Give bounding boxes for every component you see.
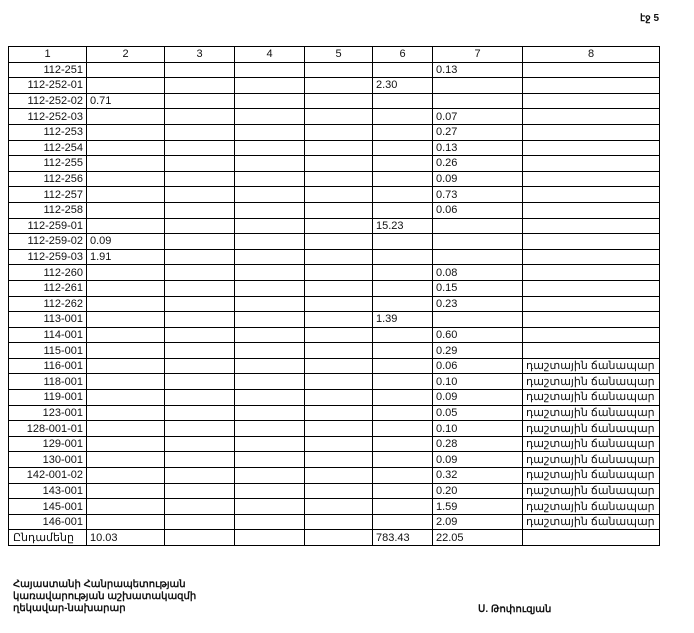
value-cell xyxy=(373,234,433,250)
table-row xyxy=(9,265,660,281)
value-cell xyxy=(165,436,235,452)
table-row xyxy=(9,249,660,265)
value-cell xyxy=(373,405,433,421)
parcel-code-cell: 112-252-01 xyxy=(9,78,87,94)
parcel-code-cell: 112-260 xyxy=(9,265,87,281)
parcel-code-cell: 112-257 xyxy=(9,187,87,203)
value-cell xyxy=(165,265,235,281)
value-cell: 0.27 xyxy=(433,124,523,140)
page-number: էջ 5 xyxy=(640,13,660,24)
table-row xyxy=(9,93,660,109)
note-cell xyxy=(523,124,660,140)
value-cell xyxy=(373,514,433,530)
value-cell xyxy=(373,358,433,374)
value-cell: 0.08 xyxy=(433,265,523,281)
value-cell xyxy=(305,156,373,172)
value-cell xyxy=(87,374,165,390)
table-row xyxy=(9,405,660,421)
value-cell xyxy=(305,452,373,468)
value-cell xyxy=(235,358,305,374)
value-cell xyxy=(373,296,433,312)
value-cell xyxy=(165,327,235,343)
table-row xyxy=(9,296,660,312)
table-row xyxy=(9,483,660,499)
value-cell xyxy=(305,265,373,281)
value-cell xyxy=(87,187,165,203)
value-cell xyxy=(235,109,305,125)
table-row xyxy=(9,358,660,374)
note-cell: դաշտային ճանապար xyxy=(523,468,660,484)
table-row xyxy=(9,327,660,343)
value-cell: 0.10 xyxy=(433,421,523,437)
value-cell xyxy=(87,296,165,312)
value-cell xyxy=(305,296,373,312)
value-cell xyxy=(87,499,165,515)
parcel-code-cell: 112-259-03 xyxy=(9,249,87,265)
value-cell xyxy=(87,171,165,187)
value-cell: 0.09 xyxy=(433,452,523,468)
value-cell: 0.06 xyxy=(433,358,523,374)
total-value-cell: 783.43 xyxy=(373,530,433,546)
value-cell xyxy=(235,249,305,265)
value-cell xyxy=(235,78,305,94)
value-cell xyxy=(305,358,373,374)
column-header: 7 xyxy=(433,47,523,63)
value-cell xyxy=(305,483,373,499)
value-cell xyxy=(87,218,165,234)
parcel-code-cell: 112-259-01 xyxy=(9,218,87,234)
value-cell xyxy=(165,156,235,172)
value-cell xyxy=(373,374,433,390)
value-cell xyxy=(373,124,433,140)
note-cell xyxy=(523,296,660,312)
parcel-code-cell: 143-001 xyxy=(9,483,87,499)
value-cell xyxy=(165,405,235,421)
value-cell xyxy=(305,343,373,359)
value-cell xyxy=(165,124,235,140)
value-cell xyxy=(373,468,433,484)
column-header-row xyxy=(9,47,660,63)
note-cell: դաշտային ճանապար xyxy=(523,358,660,374)
table-row xyxy=(9,312,660,328)
value-cell xyxy=(235,374,305,390)
note-cell: դաշտային ճանապար xyxy=(523,436,660,452)
value-cell: 0.60 xyxy=(433,327,523,343)
value-cell xyxy=(87,312,165,328)
value-cell xyxy=(235,405,305,421)
value-cell: 0.29 xyxy=(433,343,523,359)
note-cell xyxy=(523,109,660,125)
table-row xyxy=(9,234,660,250)
value-cell xyxy=(87,280,165,296)
parcel-code-cell: 142-001-02 xyxy=(9,468,87,484)
value-cell xyxy=(305,249,373,265)
value-cell: 0.10 xyxy=(433,374,523,390)
parcel-code-cell: 146-001 xyxy=(9,514,87,530)
value-cell xyxy=(87,156,165,172)
value-cell xyxy=(235,62,305,78)
title-line-1: Հայաստանի Հանրապետության xyxy=(13,579,186,590)
value-cell xyxy=(235,327,305,343)
value-cell xyxy=(305,312,373,328)
value-cell xyxy=(165,312,235,328)
value-cell xyxy=(305,124,373,140)
value-cell: 0.09 xyxy=(433,390,523,406)
parcel-code-cell: 112-251 xyxy=(9,62,87,78)
total-value-cell: 22.05 xyxy=(433,530,523,546)
note-cell xyxy=(523,156,660,172)
value-cell xyxy=(235,218,305,234)
note-cell: դաշտային ճանապար xyxy=(523,374,660,390)
value-cell xyxy=(87,483,165,499)
signatory-name: Ս. Թոփուզյան xyxy=(478,604,552,615)
value-cell: 0.07 xyxy=(433,109,523,125)
value-cell xyxy=(235,234,305,250)
table-row xyxy=(9,421,660,437)
signature-title-block xyxy=(13,579,196,615)
value-cell xyxy=(373,343,433,359)
value-cell xyxy=(373,265,433,281)
value-cell xyxy=(87,514,165,530)
value-cell: 0.13 xyxy=(433,62,523,78)
value-cell xyxy=(305,109,373,125)
column-header: 1 xyxy=(9,47,87,63)
value-cell xyxy=(235,140,305,156)
note-cell: դաշտային ճանապար xyxy=(523,514,660,530)
value-cell xyxy=(433,78,523,94)
parcel-code-cell: 119-001 xyxy=(9,390,87,406)
value-cell xyxy=(373,436,433,452)
note-cell xyxy=(523,93,660,109)
value-cell xyxy=(165,296,235,312)
value-cell xyxy=(373,327,433,343)
value-cell xyxy=(373,171,433,187)
value-cell xyxy=(165,483,235,499)
value-cell xyxy=(235,202,305,218)
note-cell xyxy=(523,187,660,203)
value-cell: 0.23 xyxy=(433,296,523,312)
value-cell xyxy=(165,499,235,515)
table-row xyxy=(9,202,660,218)
value-cell: 0.06 xyxy=(433,202,523,218)
value-cell xyxy=(165,78,235,94)
parcel-code-cell: 112-258 xyxy=(9,202,87,218)
note-cell xyxy=(523,234,660,250)
note-cell: դաշտային ճանապար xyxy=(523,452,660,468)
parcel-code-cell: 130-001 xyxy=(9,452,87,468)
value-cell: 0.20 xyxy=(433,483,523,499)
table-row xyxy=(9,171,660,187)
value-cell xyxy=(87,202,165,218)
parcel-code-cell: 118-001 xyxy=(9,374,87,390)
table-row xyxy=(9,109,660,125)
note-cell xyxy=(523,218,660,234)
total-value-cell xyxy=(235,530,305,546)
table-row xyxy=(9,452,660,468)
value-cell: 0.32 xyxy=(433,468,523,484)
value-cell xyxy=(87,405,165,421)
value-cell xyxy=(305,327,373,343)
note-cell xyxy=(523,327,660,343)
value-cell xyxy=(87,468,165,484)
value-cell xyxy=(305,280,373,296)
value-cell xyxy=(373,390,433,406)
value-cell xyxy=(87,62,165,78)
title-line-3: ղեկավար-նախարար xyxy=(13,603,126,614)
note-cell: դաշտային ճանապար xyxy=(523,483,660,499)
total-label: Ընդամենը xyxy=(9,530,87,546)
parcel-code-cell: 129-001 xyxy=(9,436,87,452)
parcel-code-cell: 112-259-02 xyxy=(9,234,87,250)
value-cell xyxy=(305,374,373,390)
parcel-code-cell: 145-001 xyxy=(9,499,87,515)
value-cell xyxy=(87,327,165,343)
value-cell: 0.73 xyxy=(433,187,523,203)
column-header: 5 xyxy=(305,47,373,63)
note-cell: դաշտային ճանապար xyxy=(523,499,660,515)
value-cell: 0.09 xyxy=(433,171,523,187)
title-line-2: կառավարության աշխատակազմի xyxy=(13,591,197,602)
parcel-code-cell: 112-252-02 xyxy=(9,93,87,109)
value-cell xyxy=(373,62,433,78)
value-cell xyxy=(165,171,235,187)
value-cell: 1.59 xyxy=(433,499,523,515)
value-cell xyxy=(87,78,165,94)
value-cell xyxy=(235,187,305,203)
value-cell xyxy=(165,468,235,484)
value-cell xyxy=(87,358,165,374)
value-cell: 1.39 xyxy=(373,312,433,328)
value-cell xyxy=(305,234,373,250)
column-header: 6 xyxy=(373,47,433,63)
table-row xyxy=(9,343,660,359)
table-row xyxy=(9,468,660,484)
value-cell xyxy=(373,187,433,203)
value-cell: 1.91 xyxy=(87,249,165,265)
value-cell xyxy=(373,452,433,468)
value-cell xyxy=(165,218,235,234)
land-parcel-table xyxy=(8,46,660,546)
value-cell xyxy=(235,296,305,312)
note-cell xyxy=(523,78,660,94)
note-cell xyxy=(523,312,660,328)
value-cell: 2.30 xyxy=(373,78,433,94)
value-cell xyxy=(305,468,373,484)
value-cell: 0.13 xyxy=(433,140,523,156)
table-row xyxy=(9,78,660,94)
parcel-code-cell: 123-001 xyxy=(9,405,87,421)
table-row xyxy=(9,514,660,530)
total-row xyxy=(9,530,660,546)
table-row xyxy=(9,187,660,203)
value-cell xyxy=(305,436,373,452)
parcel-code-cell: 112-254 xyxy=(9,140,87,156)
value-cell xyxy=(373,499,433,515)
value-cell xyxy=(165,374,235,390)
total-value-cell: 10.03 xyxy=(87,530,165,546)
parcel-code-cell: 116-001 xyxy=(9,358,87,374)
value-cell xyxy=(433,93,523,109)
table-row xyxy=(9,140,660,156)
table-body xyxy=(9,62,660,545)
value-cell xyxy=(433,218,523,234)
value-cell xyxy=(165,249,235,265)
note-cell: դաշտային ճանապար xyxy=(523,405,660,421)
value-cell xyxy=(305,514,373,530)
value-cell xyxy=(235,499,305,515)
value-cell xyxy=(373,249,433,265)
parcel-code-cell: 112-252-03 xyxy=(9,109,87,125)
value-cell xyxy=(235,280,305,296)
value-cell xyxy=(305,421,373,437)
value-cell xyxy=(87,343,165,359)
value-cell xyxy=(235,171,305,187)
note-cell xyxy=(523,171,660,187)
value-cell xyxy=(305,78,373,94)
value-cell xyxy=(235,514,305,530)
note-cell xyxy=(523,280,660,296)
value-cell xyxy=(165,202,235,218)
value-cell xyxy=(87,109,165,125)
value-cell: 0.05 xyxy=(433,405,523,421)
value-cell: 2.09 xyxy=(433,514,523,530)
value-cell xyxy=(433,249,523,265)
value-cell: 0.71 xyxy=(87,93,165,109)
value-cell: 0.09 xyxy=(87,234,165,250)
value-cell xyxy=(235,312,305,328)
total-value-cell xyxy=(305,530,373,546)
table-row xyxy=(9,436,660,452)
note-cell xyxy=(523,202,660,218)
value-cell xyxy=(305,187,373,203)
value-cell xyxy=(305,390,373,406)
value-cell xyxy=(87,124,165,140)
value-cell xyxy=(305,202,373,218)
value-cell xyxy=(87,140,165,156)
table-row xyxy=(9,374,660,390)
parcel-code-cell: 112-253 xyxy=(9,124,87,140)
table-row xyxy=(9,499,660,515)
parcel-code-cell: 112-256 xyxy=(9,171,87,187)
value-cell xyxy=(305,405,373,421)
value-cell xyxy=(165,280,235,296)
value-cell xyxy=(235,468,305,484)
column-header: 2 xyxy=(87,47,165,63)
value-cell xyxy=(235,483,305,499)
value-cell xyxy=(235,93,305,109)
value-cell xyxy=(235,265,305,281)
table-row xyxy=(9,62,660,78)
note-cell: դաշտային ճանապար xyxy=(523,390,660,406)
value-cell: 15.23 xyxy=(373,218,433,234)
value-cell xyxy=(165,62,235,78)
value-cell xyxy=(165,343,235,359)
value-cell xyxy=(433,312,523,328)
parcel-code-cell: 112-261 xyxy=(9,280,87,296)
value-cell xyxy=(165,452,235,468)
value-cell xyxy=(235,156,305,172)
value-cell: 0.26 xyxy=(433,156,523,172)
note-cell xyxy=(523,265,660,281)
column-header: 8 xyxy=(523,47,660,63)
parcel-code-cell: 128-001-01 xyxy=(9,421,87,437)
note-cell xyxy=(523,343,660,359)
column-header: 4 xyxy=(235,47,305,63)
value-cell xyxy=(305,218,373,234)
note-cell xyxy=(523,62,660,78)
value-cell xyxy=(235,436,305,452)
value-cell xyxy=(373,280,433,296)
value-cell xyxy=(305,140,373,156)
value-cell xyxy=(165,234,235,250)
parcel-code-cell: 114-001 xyxy=(9,327,87,343)
value-cell xyxy=(235,421,305,437)
value-cell xyxy=(373,109,433,125)
value-cell xyxy=(373,93,433,109)
value-cell xyxy=(87,452,165,468)
table-row xyxy=(9,124,660,140)
value-cell xyxy=(373,421,433,437)
note-cell xyxy=(523,140,660,156)
total-value-cell xyxy=(165,530,235,546)
value-cell xyxy=(87,265,165,281)
value-cell xyxy=(305,171,373,187)
parcel-code-cell: 112-262 xyxy=(9,296,87,312)
value-cell xyxy=(165,514,235,530)
value-cell xyxy=(87,421,165,437)
value-cell xyxy=(165,390,235,406)
parcel-code-cell: 112-255 xyxy=(9,156,87,172)
value-cell xyxy=(165,187,235,203)
total-value-cell xyxy=(523,530,660,546)
parcel-code-cell: 115-001 xyxy=(9,343,87,359)
column-header: 3 xyxy=(165,47,235,63)
value-cell xyxy=(373,140,433,156)
value-cell xyxy=(235,124,305,140)
value-cell xyxy=(235,452,305,468)
note-cell: դաշտային ճանապար xyxy=(523,421,660,437)
table-row xyxy=(9,218,660,234)
value-cell xyxy=(305,62,373,78)
value-cell xyxy=(165,140,235,156)
value-cell xyxy=(235,343,305,359)
value-cell xyxy=(373,156,433,172)
value-cell xyxy=(373,483,433,499)
table-row xyxy=(9,156,660,172)
table-row xyxy=(9,390,660,406)
value-cell: 0.15 xyxy=(433,280,523,296)
value-cell xyxy=(433,234,523,250)
value-cell xyxy=(165,93,235,109)
value-cell xyxy=(87,390,165,406)
value-cell xyxy=(305,93,373,109)
note-cell xyxy=(523,249,660,265)
value-cell xyxy=(165,109,235,125)
value-cell xyxy=(305,499,373,515)
value-cell: 0.28 xyxy=(433,436,523,452)
value-cell xyxy=(235,390,305,406)
value-cell xyxy=(165,421,235,437)
value-cell xyxy=(373,202,433,218)
parcel-code-cell: 113-001 xyxy=(9,312,87,328)
table-row xyxy=(9,280,660,296)
value-cell xyxy=(165,358,235,374)
value-cell xyxy=(87,436,165,452)
